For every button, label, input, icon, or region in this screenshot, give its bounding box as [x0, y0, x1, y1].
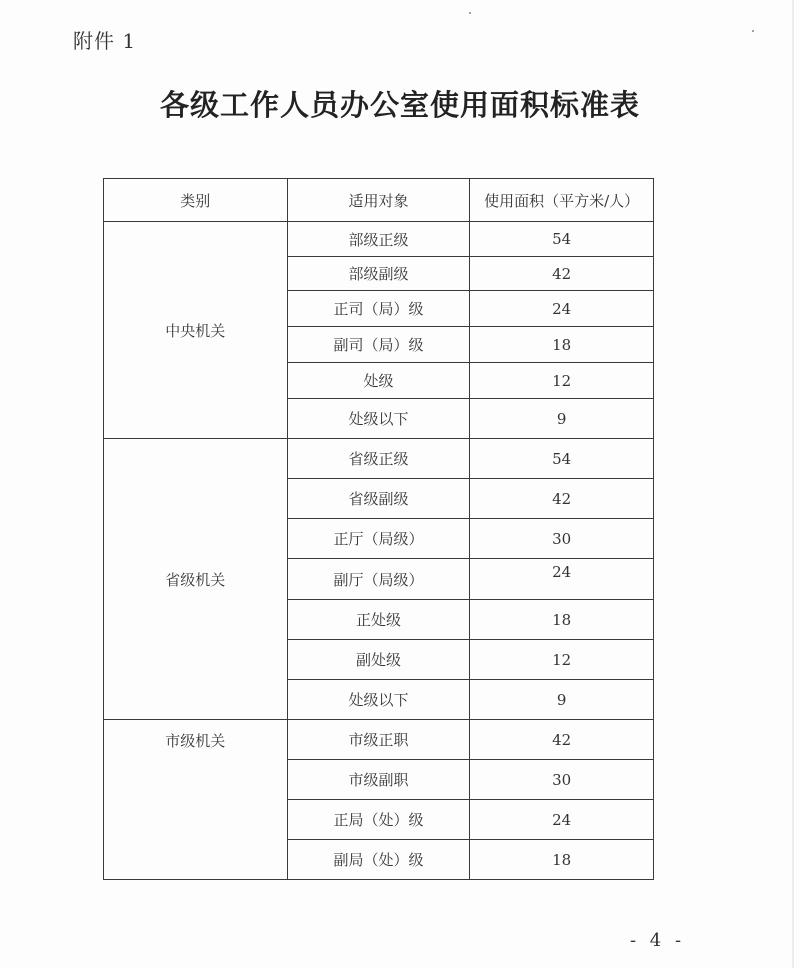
area-cell: 54 [470, 222, 654, 257]
object-cell: 正司（局）级 [287, 291, 470, 327]
attachment-label: 附件 1 [73, 29, 137, 53]
area-cell: 42 [470, 257, 654, 291]
table-row [104, 439, 654, 479]
office-area-standard-table [103, 178, 654, 880]
scan-edge [792, 0, 794, 968]
header-area: 使用面积（平方米/人） [470, 179, 654, 222]
object-cell: 副局（处）级 [287, 840, 470, 880]
object-cell: 副司（局）级 [287, 327, 470, 363]
object-cell: 正处级 [287, 600, 470, 640]
object-cell: 省级正级 [287, 439, 470, 479]
page-number: - 4 - [630, 930, 686, 951]
category-cell: 省级机关 [104, 439, 288, 720]
area-cell: 30 [470, 519, 654, 559]
table-row [104, 222, 654, 257]
table-header-row [104, 179, 654, 222]
object-cell: 部级副级 [287, 257, 470, 291]
document-title: 各级工作人员办公室使用面积标准表 [159, 88, 640, 122]
area-cell: 24 [470, 559, 654, 600]
area-cell: 12 [470, 640, 654, 680]
object-cell: 省级副级 [287, 479, 470, 519]
object-cell: 处级以下 [287, 399, 470, 439]
area-cell: 54 [470, 439, 654, 479]
area-cell: 24 [470, 291, 654, 327]
object-cell: 副厅（局级） [287, 559, 470, 600]
header-object: 适用对象 [287, 179, 470, 222]
object-cell: 处级以下 [287, 680, 470, 720]
scan-speck [752, 30, 754, 32]
area-cell: 42 [470, 479, 654, 519]
object-cell: 市级副职 [287, 760, 470, 800]
table-row [104, 720, 654, 760]
object-cell: 市级正职 [287, 720, 470, 760]
area-cell: 18 [470, 600, 654, 640]
object-cell: 副处级 [287, 640, 470, 680]
area-cell: 12 [470, 363, 654, 399]
area-cell: 24 [470, 800, 654, 840]
object-cell: 正局（处）级 [287, 800, 470, 840]
area-cell: 18 [470, 840, 654, 880]
area-cell: 9 [470, 399, 654, 439]
object-cell: 正厅（局级） [287, 519, 470, 559]
object-cell: 处级 [287, 363, 470, 399]
object-cell: 部级正级 [287, 222, 470, 257]
scan-speck [469, 12, 471, 14]
area-cell: 18 [470, 327, 654, 363]
area-cell: 9 [470, 680, 654, 720]
category-cell: 中央机关 [104, 222, 288, 439]
area-cell: 30 [470, 760, 654, 800]
area-cell: 42 [470, 720, 654, 760]
header-category: 类别 [104, 179, 288, 222]
category-cell: 市级机关 [104, 720, 288, 880]
